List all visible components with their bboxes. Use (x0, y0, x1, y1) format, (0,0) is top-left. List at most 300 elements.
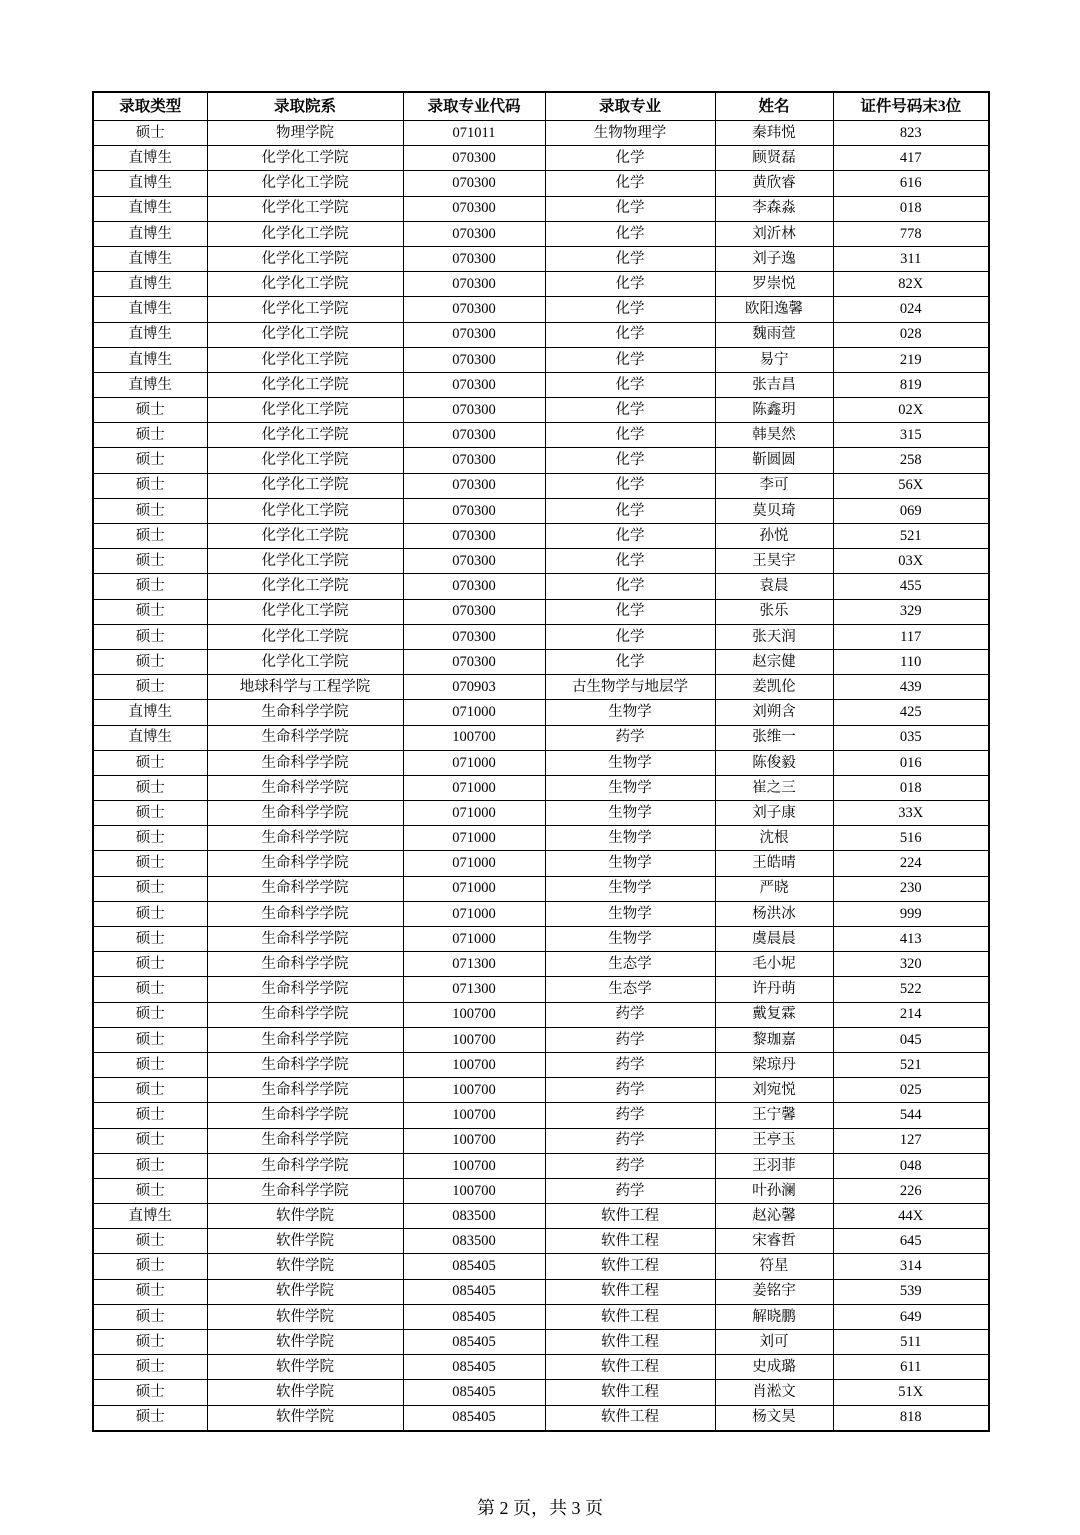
cell-department: 生命科学学院 (207, 1027, 403, 1052)
cell-id-last3: 51X (833, 1380, 989, 1405)
cell-admission-type: 直博生 (93, 372, 207, 397)
cell-major-code: 070300 (403, 272, 545, 297)
table-row (93, 977, 989, 1002)
cell-name: 王宁馨 (715, 1103, 833, 1128)
cell-admission-type: 硕士 (93, 1078, 207, 1103)
cell-major-code: 085405 (403, 1405, 545, 1431)
cell-name: 黄欣睿 (715, 171, 833, 196)
cell-major: 生物学 (545, 700, 715, 725)
cell-admission-type: 硕士 (93, 851, 207, 876)
cell-department: 软件学院 (207, 1330, 403, 1355)
cell-admission-type: 硕士 (93, 524, 207, 549)
table-row (93, 927, 989, 952)
cell-department: 化学化工学院 (207, 498, 403, 523)
cell-major-code: 100700 (403, 1153, 545, 1178)
cell-major: 药学 (545, 1052, 715, 1077)
cell-department: 化学化工学院 (207, 221, 403, 246)
cell-name: 崔之三 (715, 775, 833, 800)
cell-admission-type: 直博生 (93, 146, 207, 171)
cell-major: 生物学 (545, 750, 715, 775)
table-row (93, 498, 989, 523)
cell-name: 杨文昊 (715, 1405, 833, 1431)
cell-major-code: 100700 (403, 1103, 545, 1128)
cell-id-last3: 413 (833, 927, 989, 952)
cell-major: 药学 (545, 1103, 715, 1128)
cell-major-code: 071000 (403, 750, 545, 775)
cell-major: 生物学 (545, 826, 715, 851)
cell-admission-type: 硕士 (93, 1153, 207, 1178)
cell-major-code: 071300 (403, 952, 545, 977)
cell-id-last3: 56X (833, 473, 989, 498)
cell-admission-type: 硕士 (93, 952, 207, 977)
cell-name: 易宁 (715, 347, 833, 372)
cell-major: 软件工程 (545, 1330, 715, 1355)
cell-id-last3: 117 (833, 624, 989, 649)
cell-department: 化学化工学院 (207, 246, 403, 271)
cell-name: 严晓 (715, 876, 833, 901)
cell-department: 生命科学学院 (207, 1078, 403, 1103)
cell-id-last3: 521 (833, 524, 989, 549)
cell-major: 生物学 (545, 801, 715, 826)
cell-admission-type: 硕士 (93, 675, 207, 700)
cell-major: 药学 (545, 1153, 715, 1178)
table-row (93, 700, 989, 725)
cell-admission-type: 硕士 (93, 1405, 207, 1431)
cell-major-code: 070300 (403, 246, 545, 271)
column-header-id-last3: 证件号码末3位 (833, 92, 989, 121)
cell-id-last3: 645 (833, 1229, 989, 1254)
cell-id-last3: 224 (833, 851, 989, 876)
cell-name: 张天润 (715, 624, 833, 649)
cell-id-last3: 44X (833, 1204, 989, 1229)
table-row (93, 297, 989, 322)
cell-name: 刘子康 (715, 801, 833, 826)
cell-id-last3: 028 (833, 322, 989, 347)
page-number-text: 第 2 页，共 3 页 (477, 1498, 603, 1518)
table-row (93, 246, 989, 271)
cell-id-last3: 219 (833, 347, 989, 372)
cell-admission-type: 硕士 (93, 423, 207, 448)
cell-department: 化学化工学院 (207, 473, 403, 498)
cell-department: 生命科学学院 (207, 826, 403, 851)
cell-department: 生命科学学院 (207, 952, 403, 977)
cell-department: 化学化工学院 (207, 322, 403, 347)
cell-major: 化学 (545, 524, 715, 549)
cell-major: 软件工程 (545, 1304, 715, 1329)
cell-admission-type: 直博生 (93, 221, 207, 246)
cell-department: 化学化工学院 (207, 196, 403, 221)
cell-admission-type: 硕士 (93, 750, 207, 775)
cell-department: 生命科学学院 (207, 1178, 403, 1203)
cell-name: 李可 (715, 473, 833, 498)
cell-major: 药学 (545, 1178, 715, 1203)
cell-name: 刘宛悦 (715, 1078, 833, 1103)
cell-major-code: 070300 (403, 473, 545, 498)
cell-id-last3: 018 (833, 775, 989, 800)
table-row (93, 423, 989, 448)
cell-admission-type: 硕士 (93, 398, 207, 423)
cell-name: 韩昊然 (715, 423, 833, 448)
cell-admission-type: 硕士 (93, 1380, 207, 1405)
cell-department: 化学化工学院 (207, 448, 403, 473)
cell-major-code: 070300 (403, 574, 545, 599)
cell-admission-type: 硕士 (93, 901, 207, 926)
cell-major-code: 085405 (403, 1254, 545, 1279)
cell-department: 软件学院 (207, 1355, 403, 1380)
cell-major-code: 070300 (403, 196, 545, 221)
cell-admission-type: 硕士 (93, 1052, 207, 1077)
cell-major-code: 071000 (403, 901, 545, 926)
cell-name: 刘可 (715, 1330, 833, 1355)
cell-major-code: 070300 (403, 146, 545, 171)
table-row (93, 1178, 989, 1203)
cell-major: 化学 (545, 599, 715, 624)
cell-id-last3: 818 (833, 1405, 989, 1431)
cell-id-last3: 425 (833, 700, 989, 725)
cell-major: 化学 (545, 196, 715, 221)
table-row (93, 1153, 989, 1178)
cell-department: 软件学院 (207, 1380, 403, 1405)
cell-major-code: 070300 (403, 347, 545, 372)
cell-major-code: 100700 (403, 1002, 545, 1027)
cell-major: 药学 (545, 1027, 715, 1052)
cell-admission-type: 硕士 (93, 927, 207, 952)
table-row (93, 1380, 989, 1405)
table-row (93, 171, 989, 196)
cell-id-last3: 02X (833, 398, 989, 423)
cell-id-last3: 544 (833, 1103, 989, 1128)
cell-major-code: 100700 (403, 1178, 545, 1203)
cell-admission-type: 硕士 (93, 775, 207, 800)
cell-major: 生物学 (545, 927, 715, 952)
cell-id-last3: 226 (833, 1178, 989, 1203)
cell-id-last3: 539 (833, 1279, 989, 1304)
cell-department: 生命科学学院 (207, 1052, 403, 1077)
column-header-major-code: 录取专业代码 (403, 92, 545, 121)
cell-admission-type: 硕士 (93, 1229, 207, 1254)
cell-name: 毛小坭 (715, 952, 833, 977)
table-body (93, 121, 989, 1431)
table-header (93, 92, 989, 121)
cell-major: 药学 (545, 1078, 715, 1103)
cell-admission-type: 硕士 (93, 121, 207, 146)
cell-major: 化学 (545, 246, 715, 271)
cell-department: 生命科学学院 (207, 1153, 403, 1178)
cell-department: 软件学院 (207, 1304, 403, 1329)
cell-id-last3: 611 (833, 1355, 989, 1380)
cell-id-last3: 258 (833, 448, 989, 473)
table-row (93, 1355, 989, 1380)
cell-name: 姜凯伦 (715, 675, 833, 700)
admission-roster-table (92, 91, 990, 1432)
table-row (93, 448, 989, 473)
cell-major-code: 085405 (403, 1279, 545, 1304)
cell-id-last3: 025 (833, 1078, 989, 1103)
cell-admission-type: 直博生 (93, 347, 207, 372)
cell-id-last3: 616 (833, 171, 989, 196)
table-row (93, 1254, 989, 1279)
cell-admission-type: 直博生 (93, 700, 207, 725)
cell-major: 化学 (545, 423, 715, 448)
cell-name: 戴复霖 (715, 1002, 833, 1027)
cell-department: 化学化工学院 (207, 272, 403, 297)
cell-name: 叶孙澜 (715, 1178, 833, 1203)
cell-major-code: 070300 (403, 599, 545, 624)
cell-id-last3: 311 (833, 246, 989, 271)
cell-major: 化学 (545, 448, 715, 473)
table-row (93, 599, 989, 624)
table-row (93, 801, 989, 826)
cell-admission-type: 硕士 (93, 1128, 207, 1153)
cell-major-code: 070300 (403, 524, 545, 549)
cell-department: 生命科学学院 (207, 876, 403, 901)
cell-major-code: 070903 (403, 675, 545, 700)
cell-admission-type: 硕士 (93, 1279, 207, 1304)
cell-admission-type: 直博生 (93, 725, 207, 750)
cell-department: 生命科学学院 (207, 750, 403, 775)
cell-department: 化学化工学院 (207, 624, 403, 649)
table-row (93, 549, 989, 574)
cell-name: 陈鑫玥 (715, 398, 833, 423)
cell-major: 软件工程 (545, 1204, 715, 1229)
cell-department: 软件学院 (207, 1229, 403, 1254)
cell-major-code: 083500 (403, 1229, 545, 1254)
table-row (93, 146, 989, 171)
cell-admission-type: 直博生 (93, 196, 207, 221)
table-row (93, 624, 989, 649)
cell-id-last3: 03X (833, 549, 989, 574)
cell-name: 孙悦 (715, 524, 833, 549)
cell-major: 软件工程 (545, 1380, 715, 1405)
cell-name: 秦玮悦 (715, 121, 833, 146)
cell-department: 化学化工学院 (207, 549, 403, 574)
cell-name: 靳圆圆 (715, 448, 833, 473)
table-row (93, 952, 989, 977)
cell-name: 沈根 (715, 826, 833, 851)
cell-major: 生物学 (545, 901, 715, 926)
cell-major: 生态学 (545, 952, 715, 977)
table-row (93, 1279, 989, 1304)
cell-admission-type: 硕士 (93, 574, 207, 599)
cell-major-code: 070300 (403, 649, 545, 674)
table-header-row (93, 92, 989, 121)
cell-major-code: 071000 (403, 851, 545, 876)
cell-admission-type: 硕士 (93, 1254, 207, 1279)
table-row (93, 347, 989, 372)
cell-major-code: 100700 (403, 725, 545, 750)
cell-department: 化学化工学院 (207, 649, 403, 674)
cell-id-last3: 511 (833, 1330, 989, 1355)
cell-major: 化学 (545, 171, 715, 196)
cell-id-last3: 823 (833, 121, 989, 146)
cell-id-last3: 439 (833, 675, 989, 700)
cell-major-code: 070300 (403, 498, 545, 523)
column-header-name: 姓名 (715, 92, 833, 121)
cell-major: 药学 (545, 1002, 715, 1027)
table-row (93, 524, 989, 549)
cell-major-code: 083500 (403, 1204, 545, 1229)
cell-major-code: 071000 (403, 700, 545, 725)
table-row (93, 398, 989, 423)
cell-id-last3: 048 (833, 1153, 989, 1178)
cell-name: 梁琼丹 (715, 1052, 833, 1077)
cell-major-code: 070300 (403, 372, 545, 397)
cell-department: 生命科学学院 (207, 927, 403, 952)
cell-department: 生命科学学院 (207, 725, 403, 750)
cell-major-code: 070300 (403, 297, 545, 322)
cell-major-code: 100700 (403, 1078, 545, 1103)
table-row (93, 1330, 989, 1355)
cell-department: 化学化工学院 (207, 372, 403, 397)
cell-department: 生命科学学院 (207, 700, 403, 725)
cell-major: 化学 (545, 272, 715, 297)
cell-major: 化学 (545, 398, 715, 423)
cell-major: 药学 (545, 725, 715, 750)
cell-admission-type: 硕士 (93, 599, 207, 624)
cell-name: 袁晨 (715, 574, 833, 599)
cell-admission-type: 硕士 (93, 498, 207, 523)
cell-major: 软件工程 (545, 1405, 715, 1431)
cell-admission-type: 硕士 (93, 1178, 207, 1203)
cell-major-code: 100700 (403, 1128, 545, 1153)
cell-department: 地球科学与工程学院 (207, 675, 403, 700)
cell-major: 化学 (545, 322, 715, 347)
cell-admission-type: 直博生 (93, 246, 207, 271)
cell-major-code: 070300 (403, 549, 545, 574)
cell-major: 化学 (545, 624, 715, 649)
cell-name: 刘沂林 (715, 221, 833, 246)
cell-department: 生命科学学院 (207, 901, 403, 926)
cell-admission-type: 直博生 (93, 272, 207, 297)
cell-major-code: 085405 (403, 1330, 545, 1355)
cell-id-last3: 016 (833, 750, 989, 775)
cell-id-last3: 214 (833, 1002, 989, 1027)
cell-department: 化学化工学院 (207, 574, 403, 599)
cell-admission-type: 硕士 (93, 549, 207, 574)
cell-major: 化学 (545, 297, 715, 322)
cell-name: 肖淞文 (715, 1380, 833, 1405)
cell-name: 许丹萌 (715, 977, 833, 1002)
cell-major: 化学 (545, 347, 715, 372)
cell-name: 解晓鹏 (715, 1304, 833, 1329)
table-row (93, 826, 989, 851)
cell-id-last3: 315 (833, 423, 989, 448)
cell-id-last3: 035 (833, 725, 989, 750)
table-row (93, 1027, 989, 1052)
cell-admission-type: 硕士 (93, 1355, 207, 1380)
table-row (93, 775, 989, 800)
table-row (93, 221, 989, 246)
cell-department: 软件学院 (207, 1204, 403, 1229)
cell-id-last3: 516 (833, 826, 989, 851)
table-row (93, 750, 989, 775)
table-row (93, 473, 989, 498)
cell-id-last3: 127 (833, 1128, 989, 1153)
cell-name: 顾贤磊 (715, 146, 833, 171)
table-row (93, 272, 989, 297)
cell-major: 化学 (545, 221, 715, 246)
cell-name: 宋睿哲 (715, 1229, 833, 1254)
cell-major: 软件工程 (545, 1355, 715, 1380)
cell-id-last3: 521 (833, 1052, 989, 1077)
cell-admission-type: 直博生 (93, 1204, 207, 1229)
cell-major: 软件工程 (545, 1254, 715, 1279)
table-row (93, 372, 989, 397)
cell-name: 史成璐 (715, 1355, 833, 1380)
cell-major-code: 070300 (403, 171, 545, 196)
cell-major: 生物学 (545, 876, 715, 901)
cell-id-last3: 045 (833, 1027, 989, 1052)
cell-id-last3: 455 (833, 574, 989, 599)
table-row (93, 1052, 989, 1077)
cell-name: 张吉昌 (715, 372, 833, 397)
table-row (93, 574, 989, 599)
cell-department: 生命科学学院 (207, 851, 403, 876)
cell-admission-type: 硕士 (93, 1103, 207, 1128)
cell-name: 杨洪冰 (715, 901, 833, 926)
cell-department: 化学化工学院 (207, 398, 403, 423)
cell-name: 王昊宇 (715, 549, 833, 574)
cell-id-last3: 82X (833, 272, 989, 297)
cell-department: 物理学院 (207, 121, 403, 146)
cell-major-code: 085405 (403, 1355, 545, 1380)
cell-department: 化学化工学院 (207, 171, 403, 196)
cell-major: 化学 (545, 146, 715, 171)
cell-id-last3: 999 (833, 901, 989, 926)
cell-department: 生命科学学院 (207, 1002, 403, 1027)
cell-major-code: 070300 (403, 423, 545, 448)
cell-major: 软件工程 (545, 1229, 715, 1254)
cell-major: 古生物学与地层学 (545, 675, 715, 700)
cell-department: 生命科学学院 (207, 775, 403, 800)
cell-name: 王皓晴 (715, 851, 833, 876)
cell-major: 生物学 (545, 775, 715, 800)
cell-name: 王亭玉 (715, 1128, 833, 1153)
cell-admission-type: 硕士 (93, 1002, 207, 1027)
table-row (93, 1204, 989, 1229)
column-header-admission-type: 录取类型 (93, 92, 207, 121)
table-row (93, 1405, 989, 1431)
cell-name: 欧阳逸馨 (715, 297, 833, 322)
cell-admission-type: 直博生 (93, 297, 207, 322)
cell-major-code: 071000 (403, 801, 545, 826)
cell-major: 生态学 (545, 977, 715, 1002)
table-row (93, 1304, 989, 1329)
cell-major: 化学 (545, 473, 715, 498)
cell-major: 化学 (545, 574, 715, 599)
table-row (93, 851, 989, 876)
cell-name: 张乐 (715, 599, 833, 624)
cell-major-code: 071000 (403, 927, 545, 952)
cell-major: 化学 (545, 372, 715, 397)
table-row (93, 1103, 989, 1128)
cell-id-last3: 110 (833, 649, 989, 674)
cell-id-last3: 417 (833, 146, 989, 171)
cell-name: 张维一 (715, 725, 833, 750)
cell-major: 生物学 (545, 851, 715, 876)
cell-admission-type: 硕士 (93, 1027, 207, 1052)
table-row (93, 196, 989, 221)
cell-id-last3: 018 (833, 196, 989, 221)
cell-admission-type: 硕士 (93, 826, 207, 851)
cell-major-code: 085405 (403, 1304, 545, 1329)
table-row (93, 876, 989, 901)
cell-name: 李森淼 (715, 196, 833, 221)
cell-id-last3: 33X (833, 801, 989, 826)
cell-major-code: 070300 (403, 624, 545, 649)
cell-admission-type: 硕士 (93, 624, 207, 649)
cell-department: 生命科学学院 (207, 801, 403, 826)
